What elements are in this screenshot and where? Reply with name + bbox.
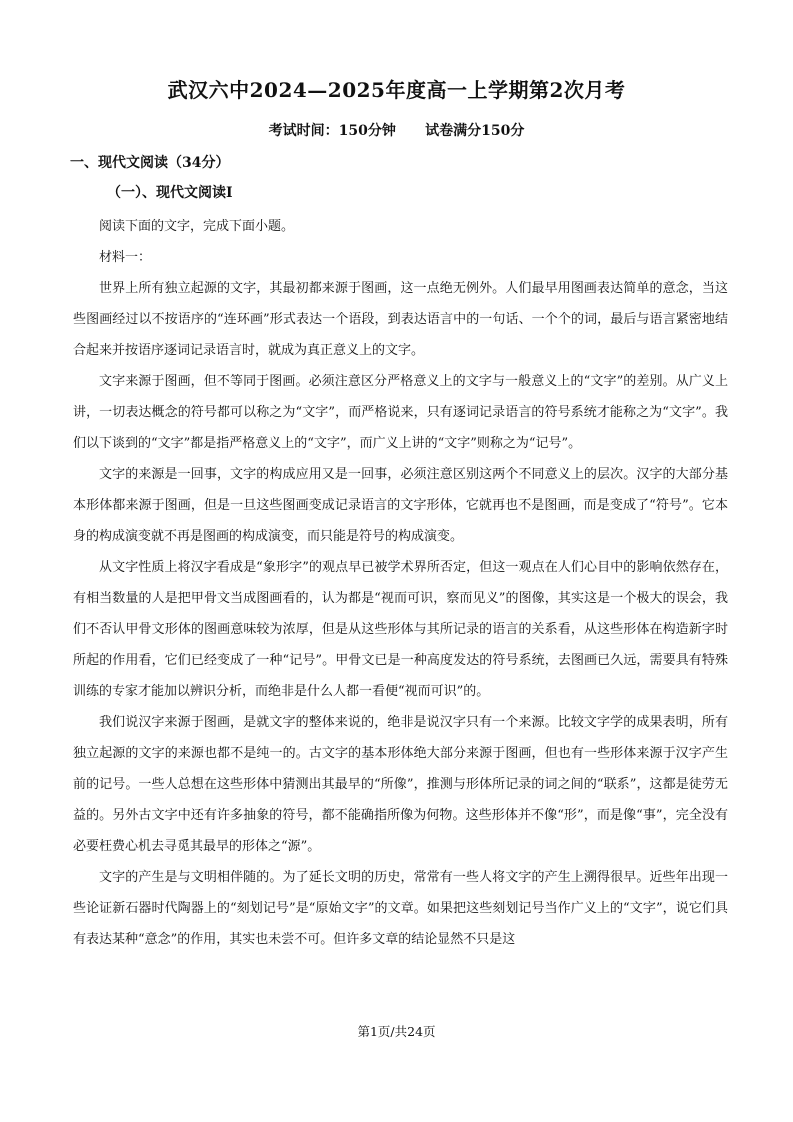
exam-info: 考试时间：150分钟 试卷满分150分 (268, 123, 525, 139)
passage-paragraph: 世界上所有独立起源的文字，其最初都来源于图画，这一点绝无例外。人们最早用图画表达简单的意念，当这些图画经过以不按语序的“连环画”形式表达一个语段，到表达语言中的一句话、一个个的词，最后与语言紧密地结合起来并按语序逐词记录语言时，就成为真正意义上的文字。 (73, 281, 728, 358)
document-title: 武汉六中2024—2025年度高一上学期第2次月考 (167, 78, 626, 102)
instruction-paragraph: 阅读下面的文字，完成下面小题。 (99, 219, 295, 234)
passage-paragraph: 从文字性质上将汉字看成是“象形字”的观点早已被学术界所否定，但这一观点在人们心目中的影响依然存在，有相当数量的人是把甲骨文当成图画看的，认为都是“视而可识，察而见义”的图像，其实这是一个极大的误会，我们不否认甲骨文形体的图画意味较为浓厚，但是从这些形体与其所记录的语言的关系看，从这些形体在构造新字时所起的作用看，它们已经变成了一种“记号”。甲骨文已是一种高度发达的符号系统，去图画已久远，需要具有特殊训练的专家才能加以辨识分析，而绝非是什么人都一看便“视而可识”的。 (73, 560, 728, 699)
page-number: 第1页/共24页 (357, 1024, 436, 1039)
passage-body (73, 211, 728, 955)
subsection-heading: （一）、现代文阅读Ⅰ (107, 185, 233, 201)
material-label: 材料一： (99, 250, 152, 265)
passage-paragraph: 我们说汉字来源于图画，是就文字的整体来说的，绝非是说汉字只有一个来源。比较文字学的成果表明，所有独立起源的文字的来源也都不是纯一的。古文字的基本形体绝大部分来源于图画，但也有一些形体来源于汉字产生前的记号。一些人总想在这些形体中猜测出其最早的“所像”，推测与形体所记录的词之间的“联系”，这都是徒劳无益的。另外古文字中还有许多抽象的符号，都不能确指所像为何物。这些形体并不像“形”，而是像“事”，完全没有必要枉费心机去寻觅其最早的形体之“源”。 (73, 715, 728, 854)
section-heading: 一、现代文阅读（34分） (70, 155, 230, 171)
passage-paragraph: 文字的产生是与文明相伴随的。为了延长文明的历史，常常有一些人将文字的产生上溯得很早。近些年出现一些论证新石器时代陶器上的“刻划记号”是“原始文字”的文章。如果把这些刻划记号当作广义上的“文字”，说它们具有表达某种“意念”的作用，其实也未尝不可。但许多文章的结论显然不只是这 (73, 870, 728, 947)
passage-paragraph: 文字来源于图画，但不等同于图画。必须注意区分严格意义上的文字与一般意义上的“文字”的差别。从广义上讲，一切表达概念的符号都可以称之为“文字”，而严格说来，只有逐词记录语言的符号系统才能称之为“文字”。我们以下谈到的“文字”都是指严格意义上的“文字”，而广义上讲的“文字”则称之为“记号”。 (73, 374, 728, 451)
passage-paragraph: 文字的来源是一回事，文字的构成应用又是一回事，必须注意区别这两个不同意义上的层次。汉字的大部分基本形体都来源于图画，但是一旦这些图画变成记录语言的文字形体，它就再也不是图画，而是变成了“符号”。它本身的构成演变就不再是图画的构成演变，而只能是符号的构成演变。 (73, 467, 728, 544)
